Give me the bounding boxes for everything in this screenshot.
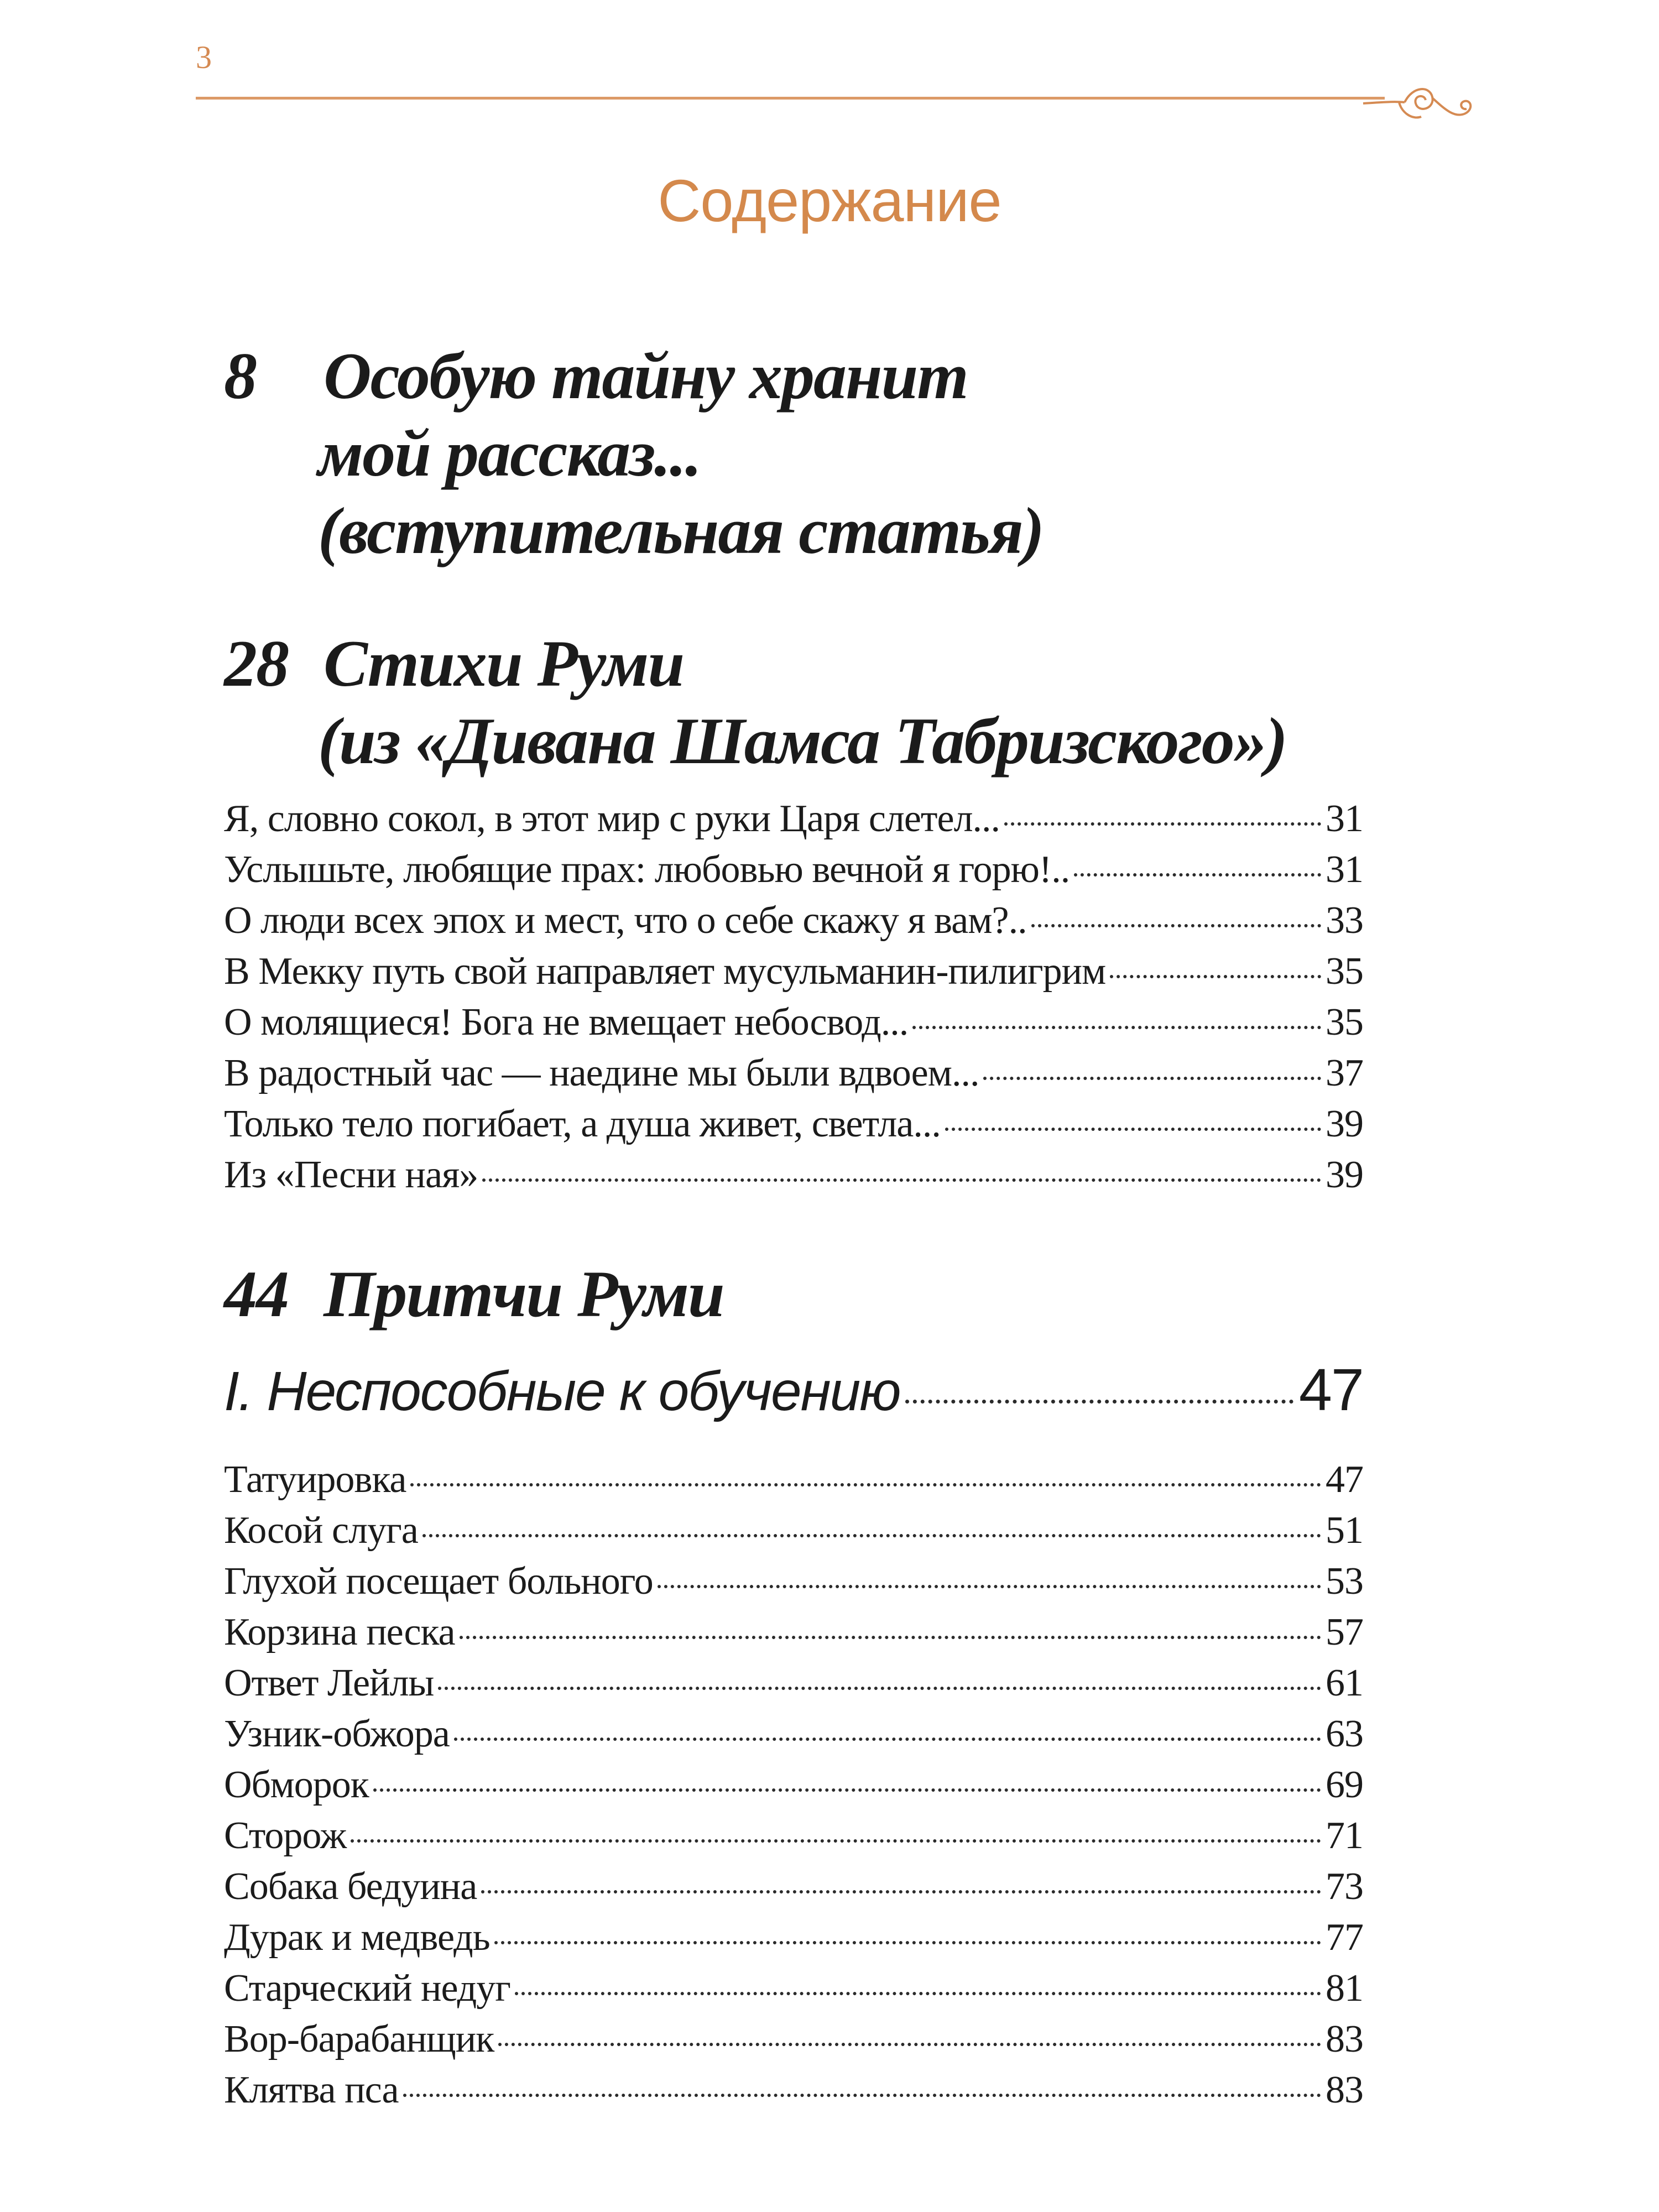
toc-entry[interactable] xyxy=(224,1150,1363,1201)
dot-leader xyxy=(422,1534,1321,1537)
dot-leader xyxy=(373,1788,1321,1792)
section-title-line: Притчи Руми xyxy=(324,1257,724,1331)
entry-page: 57 xyxy=(1326,1611,1363,1653)
toc-entry[interactable] xyxy=(224,1099,1363,1150)
entry-title: Дурак и медведь xyxy=(224,1916,490,1959)
entry-title: В радостный час — наедине мы были вдвоем... xyxy=(224,1052,979,1094)
entry-title: В Мекку путь свой направляет мусульманин-пилигрим xyxy=(224,950,1106,993)
section-title-line: Стихи Руми xyxy=(324,627,684,700)
entry-page: 31 xyxy=(1326,797,1363,840)
section-page-number: 28 xyxy=(224,627,288,700)
dot-leader xyxy=(351,1839,1321,1843)
section-page-number: 8 xyxy=(224,339,256,413)
dot-leader xyxy=(410,1483,1321,1486)
entry-page: 69 xyxy=(1326,1764,1363,1806)
toc-part-heading[interactable] xyxy=(224,1355,1363,1424)
dot-leader xyxy=(438,1687,1321,1690)
toc-entry[interactable] xyxy=(224,997,1363,1048)
dot-leader xyxy=(1031,924,1321,927)
dot-leader xyxy=(494,1941,1321,1944)
dot-leader xyxy=(515,1992,1321,1995)
dot-leader xyxy=(498,2043,1321,2046)
header-rule xyxy=(196,97,1385,100)
entry-page: 83 xyxy=(1326,2018,1363,2060)
dot-leader xyxy=(945,1128,1321,1131)
entry-page: 51 xyxy=(1326,1509,1363,1552)
parables-list xyxy=(224,1454,1363,2116)
entry-title: Сторож xyxy=(224,1814,347,1857)
toc-entry[interactable] xyxy=(224,1048,1363,1099)
ornament-icon xyxy=(1360,69,1477,135)
part-title: I. Неспособные к обучению xyxy=(224,1360,900,1422)
toc-entry[interactable] xyxy=(224,1760,1363,1811)
entry-title: О молящиеся! Бога не вмещает небосвод... xyxy=(224,1001,909,1044)
toc-entry[interactable] xyxy=(224,895,1363,946)
dot-leader xyxy=(1074,873,1321,877)
entry-title: Услышьте, любящие прах: любовью вечной я горю!.. xyxy=(224,848,1070,891)
toc-entry[interactable] xyxy=(224,2014,1363,2065)
entry-page: 73 xyxy=(1326,1865,1363,1908)
section-title-line: (из «Дивана Шамса Табризского») xyxy=(318,704,1287,778)
part-page: 47 xyxy=(1298,1356,1363,1423)
dot-leader xyxy=(481,1890,1321,1893)
entry-title: Корзина песка xyxy=(224,1611,455,1653)
dot-leader xyxy=(658,1585,1321,1588)
entry-title: Только тело погибает, а душа живет, светла... xyxy=(224,1103,941,1145)
toc-entry[interactable] xyxy=(224,1963,1363,2014)
entry-page: 53 xyxy=(1326,1560,1363,1603)
entry-title: О люди всех эпох и мест, что о себе скажу я вам?.. xyxy=(224,899,1027,942)
entry-page: 39 xyxy=(1326,1154,1363,1196)
toc-entry[interactable] xyxy=(224,1658,1363,1709)
entry-page: 81 xyxy=(1326,1967,1363,2010)
section-title-line: (вступительная статья) xyxy=(318,494,1044,567)
entry-page: 39 xyxy=(1326,1103,1363,1145)
entry-page: 35 xyxy=(1326,1001,1363,1044)
entry-page: 35 xyxy=(1326,950,1363,993)
dot-leader xyxy=(454,1738,1321,1741)
entry-title: Глухой посещает больного xyxy=(224,1560,653,1603)
entry-page: 31 xyxy=(1326,848,1363,891)
entry-page: 37 xyxy=(1326,1052,1363,1094)
entry-title: Косой слуга xyxy=(224,1509,418,1552)
toc-section-poems[interactable] xyxy=(224,625,1385,780)
dot-leader xyxy=(905,1400,1293,1404)
toc-entry[interactable] xyxy=(224,1454,1363,1505)
toc-entry[interactable] xyxy=(224,1811,1363,1861)
toc-entry[interactable] xyxy=(224,1861,1363,1912)
entry-page: 71 xyxy=(1326,1814,1363,1857)
page-number: 3 xyxy=(196,39,212,75)
toc-entry[interactable] xyxy=(224,844,1363,895)
entry-title: Узник-обжора xyxy=(224,1713,450,1755)
dot-leader xyxy=(912,1026,1321,1029)
entry-page: 77 xyxy=(1326,1916,1363,1959)
toc-entry[interactable] xyxy=(224,1709,1363,1760)
entry-title: Обморок xyxy=(224,1764,369,1806)
dot-leader xyxy=(1004,822,1321,826)
entry-title: Татуировка xyxy=(224,1458,406,1501)
dot-leader xyxy=(983,1077,1321,1080)
poems-list xyxy=(224,794,1363,1201)
dot-leader xyxy=(460,1636,1321,1639)
entry-page: 83 xyxy=(1326,2069,1363,2111)
toc-entry[interactable] xyxy=(224,794,1363,844)
page-title: Содержание xyxy=(658,167,1001,234)
toc-entry[interactable] xyxy=(224,1912,1363,1963)
section-page-number: 44 xyxy=(224,1257,288,1331)
entry-page: 47 xyxy=(1326,1458,1363,1501)
toc-entry[interactable] xyxy=(224,1607,1363,1658)
entry-title: Из «Песни ная» xyxy=(224,1154,478,1196)
entry-title: Вор-барабанщик xyxy=(224,2018,494,2060)
dot-leader xyxy=(482,1178,1321,1182)
dot-leader xyxy=(403,2094,1321,2097)
entry-title: Старческий недуг xyxy=(224,1967,510,2010)
entry-page: 61 xyxy=(1326,1662,1363,1704)
section-title-line: Особую тайну хранит xyxy=(324,339,968,413)
toc-entry[interactable] xyxy=(224,1505,1363,1556)
entry-title: Собака бедуина xyxy=(224,1865,477,1908)
entry-page: 63 xyxy=(1326,1713,1363,1755)
entry-title: Я, словно сокол, в этот мир с руки Царя слетел... xyxy=(224,797,1000,840)
entry-title: Ответ Лейлы xyxy=(224,1662,434,1704)
section-title-line: мой рассказ... xyxy=(318,416,701,490)
toc-entry[interactable] xyxy=(224,1556,1363,1607)
entry-page: 33 xyxy=(1326,899,1363,942)
entry-title: Клятва пса xyxy=(224,2069,399,2111)
toc-section-parables[interactable] xyxy=(224,1255,1385,1333)
toc-entry[interactable] xyxy=(224,946,1363,997)
toc-section-intro[interactable] xyxy=(224,337,1385,570)
dot-leader xyxy=(1110,975,1321,978)
toc-entry[interactable] xyxy=(224,2065,1363,2116)
